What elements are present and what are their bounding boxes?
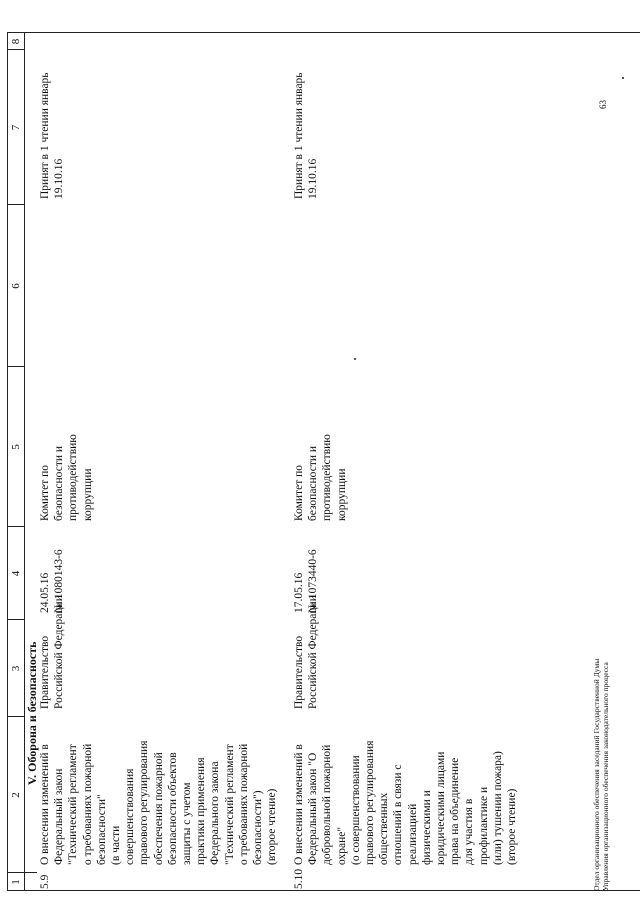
row-initiator: Правительство Российской Федерации [293,595,320,709]
column-number: 3 [10,665,22,672]
column-number: 7 [10,124,22,131]
row-committee: Комитет по безопасности и противодействию коррупции [293,434,348,521]
table-top-border [7,33,8,891]
column-number: 5 [10,444,22,450]
scan-speck [354,358,356,360]
row-committee: Комитет по безопасности и противодействию коррупции [39,434,94,521]
row-status: Принят в 1 чтении январь 19.10.16 [293,72,320,199]
column-divider [7,32,640,33]
scan-speck [622,77,624,79]
row-date-number: 24.05.16 № 1080143-6 [39,549,66,613]
column-number: 4 [10,570,22,577]
footer-note: Отдел организационного обеспечения заседаний Государственной Думы Управления организационного обеспечения законодательного процесса [592,658,610,891]
row-date-number: 17.05.16 № 1073440-6 [293,549,320,613]
section-title: V. Оборона и безопасность [25,641,39,785]
column-number: 1 [10,879,22,885]
column-number: 8 [10,38,22,45]
page-number: 63 [598,100,608,109]
row-number: 5.9 [39,874,51,889]
row-initiator: Правительство Российской Федерации [39,595,66,709]
column-number: 6 [10,283,22,289]
row-status: Принят в 1 чтении январь 19.10.16 [39,72,66,199]
column-divider [7,890,640,891]
row-number: 5.10 [293,868,305,889]
row-title: О внесении изменений в Федеральный закон "Технический регламент о требованиях пожарной безопасности" (в части совершенствования правового регулирования обеспечения пожарной безопасности объектов защиты с учетом практики применения Федерального закона "Технический регламент о требованиях пожарной безопасности") (второе чтение) [39,740,279,865]
column-number: 2 [10,792,22,798]
row-title: О внесении изменений в Федеральный закон "О добровольной пожарной охране" (о совершенствовании правового регулирования общественных отношений в связи с реализацией физическими и юридическими лицами права на объединение для участия в профилактике и (или) тушении пожара) (второе чтение) [293,740,519,865]
